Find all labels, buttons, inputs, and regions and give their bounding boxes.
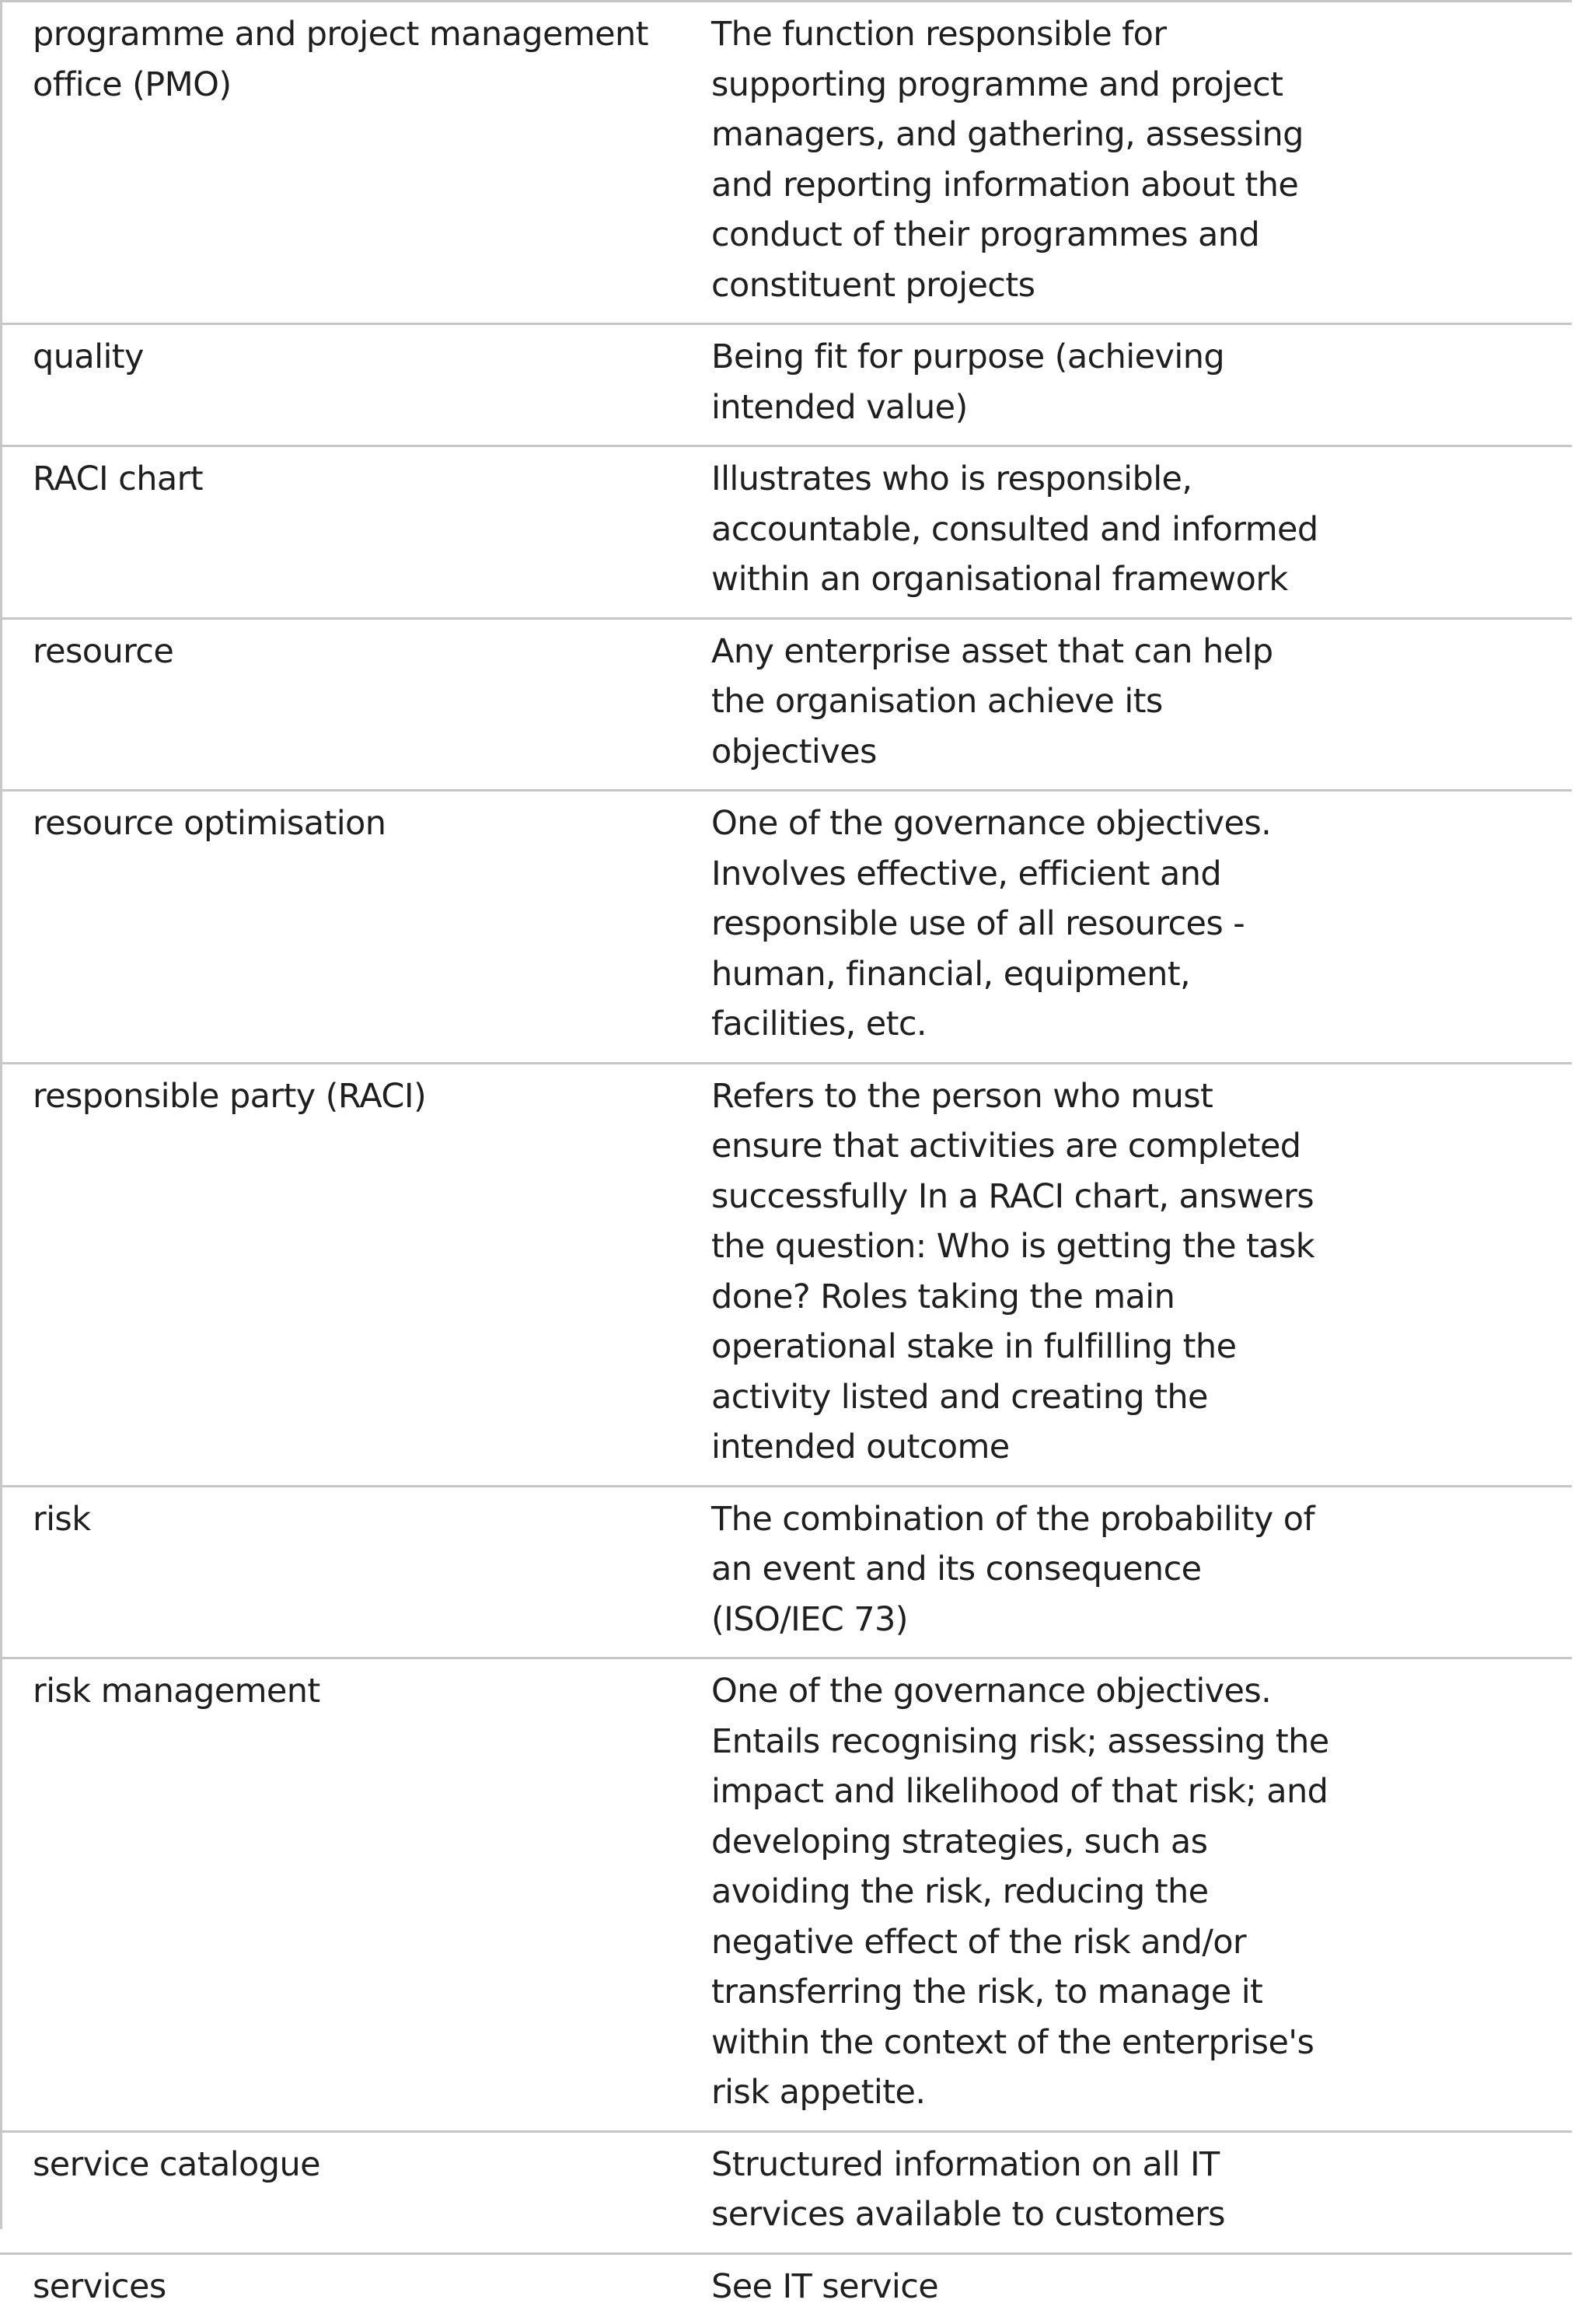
table-row <box>0 1063 1572 1486</box>
glossary-definition: One of the governance objectives. Involves effective, efficient and responsible use of all resources - human, financial, equipment, facilities, etc. <box>711 804 1272 1043</box>
glossary-definition: Refers to the person who must ensure that activities are completed successfully In a RACI chart, answers the question: Who is getting the task done? Roles taking the main operational stake in fulfilling the activity listed and creating the intended outcome <box>711 1076 1315 1466</box>
table-row <box>0 1658 1572 2132</box>
glossary-term: resource optimisation <box>33 804 386 843</box>
glossary-term: risk management <box>33 1672 320 1711</box>
glossary-definition: Being fit for purpose (achieving intended value) <box>711 337 1225 427</box>
glossary-definition: Any enterprise asset that can help the organisation achieve its objectives <box>711 631 1273 771</box>
glossary-term: risk <box>33 1499 91 1539</box>
glossary-term: responsible party (RACI) <box>33 1076 427 1116</box>
table-row <box>0 324 1572 446</box>
table-row <box>0 1486 1572 1658</box>
glossary-definition: The function responsible for supporting programme and project managers, and gathering, assessing and reporting information about the conduct of their programmes and constituent projects <box>711 15 1304 305</box>
glossary-term: programme and project management office (PMO) <box>33 15 648 104</box>
glossary-term: RACI chart <box>33 460 203 498</box>
glossary-term: services <box>33 2266 166 2306</box>
glossary-definition: Illustrates who is responsible, accountable, consulted and informed within an organisational framework <box>711 460 1318 599</box>
glossary-definition: The combination of the probability of an event and its consequence (ISO/IEC 73) <box>711 1499 1315 1639</box>
glossary-term: service catalogue <box>33 2144 320 2184</box>
glossary-term: quality <box>33 337 144 376</box>
glossary-term: resource <box>33 631 174 671</box>
table-row <box>0 791 1572 1064</box>
glossary-definition: Structured information on all IT services available to customers <box>711 2144 1225 2234</box>
table-row <box>0 618 1572 791</box>
glossary-definition: See IT service <box>711 2266 939 2306</box>
glossary-definition: One of the governance objectives. Entails recognising risk; assessing the impact and likelihood of that risk; and developing strategies, such as avoiding the risk, reducing the negative effect of the risk and/or transferring the risk, to manage it within the context of the enterprise's risk appetite. <box>711 1672 1329 2112</box>
table-row <box>0 2 1572 324</box>
table-row <box>0 446 1572 619</box>
table-row <box>0 2131 1572 2253</box>
table-row <box>0 2253 1572 2324</box>
